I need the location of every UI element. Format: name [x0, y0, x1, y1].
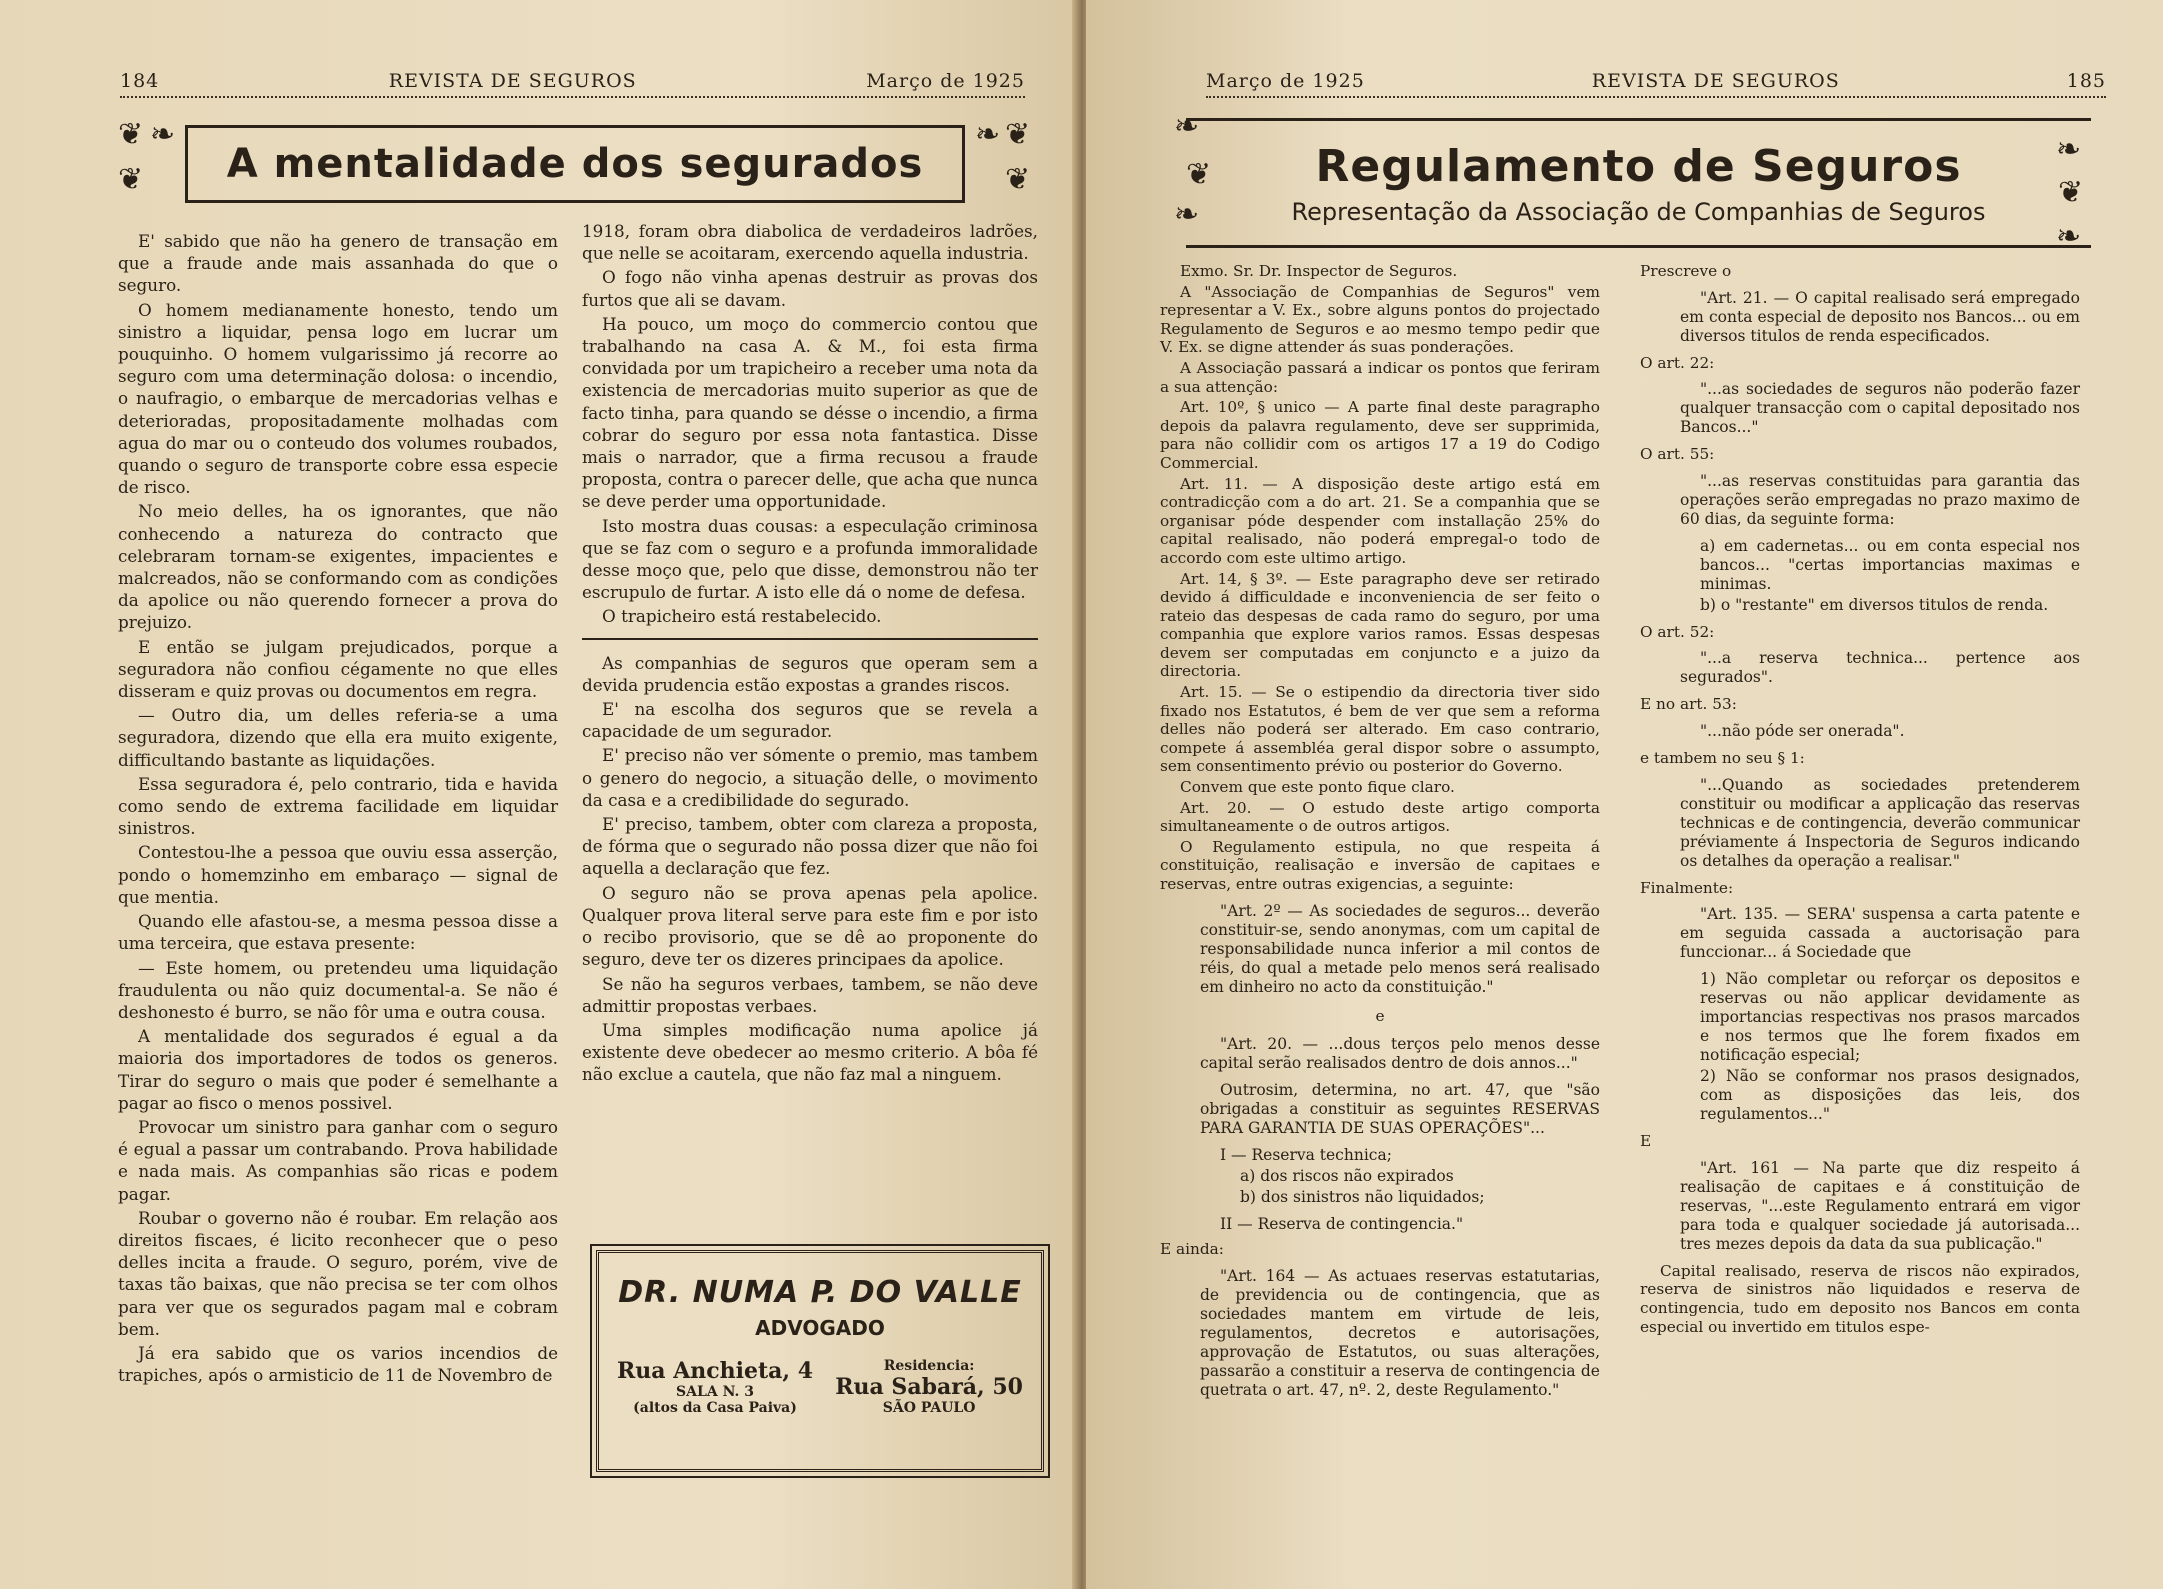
- ad-residence-address: [835, 1358, 1023, 1416]
- quotation: "...a reserva technica... pertence aos segurados".: [1680, 649, 2080, 687]
- paragraph: E' sabido que não ha genero de transação em que a fraude ande mais assanhada do que o seguro.: [118, 231, 558, 296]
- salutation: Exmo. Sr. Dr. Inspector de Seguros.: [1180, 262, 1458, 280]
- issue-date: Março de 1925: [866, 70, 1025, 92]
- paragraph: E' preciso não ver sómente o premio, mas tambem o genero do negocio, a situação delle, o movimento da casa e a credibilidade do segurado.: [582, 745, 1038, 810]
- paragraph: O art. 22:: [1640, 353, 1715, 372]
- page-number: 184: [120, 70, 160, 92]
- paragraph: — Este homem, ou pretendeu uma liquidação fraudulenta ou não quiz documental-a. Se não é deshonesto é burro, se não fôr uma e outra cousa.: [118, 957, 558, 1022]
- paragraph: 1918, foram obra diabolica de verdadeiros ladrões, que nelle se acoitaram, exercendo aquella industria.: [582, 221, 1038, 264]
- list-item: a) dos riscos não expirados: [1240, 1167, 1454, 1186]
- paragraph: O homem medianamente honesto, tendo um sinistro a liquidar, pensa logo em lucrar um pouquinho. O homem vulgarissimo já recorre ao seguro com uma determinação dolosa: o incendio, o naufragio, o embarque de mercadorias velhas e deterioradas, propositadamente molhadas com agua do mar ou o conteudo dos volumes roubados, quando o seguro de transporte cobre essa especie de risco.: [118, 299, 558, 498]
- paragraph: Uma simples modificação numa apolice já existente deve obedecer ao mesmo criterio. A bôa fé não exclue a cautela, que não faz mal a ninguem.: [582, 1019, 1038, 1085]
- ornament-icon: ❧: [1174, 197, 1200, 232]
- right-column-1: [1160, 262, 1600, 1408]
- paragraph: Capital realisado, reserva de riscos não expirados, reserva de sinistros não liquidados e reserva de contingencia, tudo em deposito nos Bancos em conta especial ou invertido em titulos espe-: [1640, 1261, 2080, 1336]
- advertisement-box: [596, 1250, 1044, 1472]
- ad-role: ADVOGADO: [755, 1316, 885, 1340]
- paragraph: E ainda:: [1160, 1240, 1224, 1259]
- ad-office-address: [617, 1358, 813, 1416]
- paragraph: Quando elle afastou-se, a mesma pessoa disse a uma terceira, que estava presente:: [118, 911, 558, 954]
- paragraph: Contestou-lhe a pessoa que ouviu essa asserção, pondo o homemzinho em embaraço — signal de que mentia.: [118, 842, 558, 907]
- ad-office-street: Rua Anchieta, 4: [617, 1358, 814, 1384]
- header-rule: [120, 95, 1025, 98]
- paragraph: Essa seguradora é, pelo contrario, tida e havida como sendo de extrema facilidade em liquidar sinistros.: [118, 773, 558, 839]
- left-page: [0, 0, 1078, 1589]
- ad-office-room: SALA N. 3: [676, 1384, 754, 1400]
- paragraph: A mentalidade dos segurados é egual a da maioria dos importadores de todos os generos. Tirar do seguro o mais que poder é semelhante a pagar ao fisco o menos possivel.: [118, 1026, 558, 1113]
- ad-name: DR. NUMA P. DO VALLE: [618, 1275, 1022, 1310]
- paragraph: O seguro não se prova apenas pela apolice. Qualquer prova literal serve para este fim e por isto o recibo provisorio, que se dê ao proponente do seguro, deve ter os dizeres principaes da apolice.: [582, 882, 1038, 970]
- ornament-icon: ❧: [1174, 109, 1200, 144]
- paragraph: Roubar o governo não é roubar. Em relação aos direitos fiscaes, é licito reconhecer que o peso delles incita a fraude. O seguro, porém, vive de taxas tão baixas, que não precisa se ter com olhos para ver que os segurados pagam mal e cobram bem.: [118, 1207, 558, 1339]
- running-head-right: [1206, 52, 2106, 92]
- paragraph: Isto mostra duas cousas: a especulação criminosa que se faz com o seguro e a profunda immoralidade desse moço que, pelo que disse, demonstrou não ter escrupulo de furtar. A isto elle dá o nome de defesa.: [582, 515, 1038, 603]
- conjunction: e: [1375, 1006, 1385, 1025]
- journal-name: REVISTA DE SEGUROS: [388, 70, 637, 92]
- paragraph: E' na escolha dos seguros que se revela a capacidade de um segurador.: [582, 699, 1038, 742]
- ornament-icon: ❧: [2056, 132, 2082, 167]
- quotation: "Art. 164 — As actuaes reservas estatutarias, de previdencia ou de contingencia, que as sociedades mantem em virtude de leis, regulamentos, decretos e autorisações, approvação de Estatutos, ou suas alterações, passarão a constituir a reserva de contingencia de quetrata o art. 47, nº. 2, deste Regulamento.": [1200, 1266, 1600, 1399]
- paragraph: O art. 52:: [1640, 622, 1715, 641]
- ornament-icon: ❧: [150, 117, 176, 152]
- paragraph: E' preciso, tambem, obter com clareza a proposta, de fórma que o segurado não possa dizer que não foi aquella a declaração que fez.: [582, 814, 1038, 879]
- paragraph: O trapicheiro está restabelecido.: [602, 606, 882, 627]
- quotation: "...as reservas constituidas para garantia das operações serão empregadas no prazo maximo de 60 dias, da seguinte forma:: [1680, 471, 2080, 528]
- quotation: "Art. 20. — ...dous terços pelo menos desse capital serão realisados dentro de dois annos...": [1200, 1035, 1600, 1073]
- list-item: b) o "restante" em diversos titulos de renda.: [1700, 595, 2049, 614]
- ad-residence-street: Rua Sabará, 50: [835, 1374, 1023, 1400]
- left-column-2: [582, 220, 1038, 1088]
- ornament-icon: ❦: [1005, 162, 1031, 197]
- article-title: Regulamento de Seguros: [1315, 140, 1962, 192]
- article-title: A mentalidade dos segurados: [226, 141, 924, 187]
- section-divider: [582, 638, 1038, 640]
- paragraph: Art. 20. — O estudo deste artigo comporta simultaneamente o de outros artigos.: [1160, 798, 1600, 836]
- ornament-icon: ❧: [2056, 219, 2082, 254]
- list-item: I — Reserva technica;: [1220, 1146, 1392, 1165]
- paragraph: O fogo não vinha apenas destruir as provas dos furtos que ali se davam.: [582, 267, 1038, 310]
- ornament-icon: ❧: [975, 117, 1001, 152]
- ad-addresses: [599, 1358, 1041, 1416]
- quotation: "...as sociedades de seguros não poderão fazer qualquer transacção com o capital depositado nos Bancos...": [1680, 380, 2080, 437]
- issue-date: Março de 1925: [1206, 70, 1365, 92]
- quotation: "...Quando as sociedades pretenderem constituir ou modificar a applicação das reservas technicas e de contingencia, deverão communicar préviamente á Inspectoria de Seguros indicando os detalhes da operação a realisar.": [1680, 775, 2080, 870]
- paragraph: E então se julgam prejudicados, porque a seguradora não confiou cégamente no que elles disseram e quiz provas ou documentos em regra.: [118, 636, 558, 702]
- paragraph: A "Associação de Companhias de Seguros" vem representar a V. Ex., sobre alguns pontos do projectado Regulamento de Seguros e ao mesmo tempo pedir que V. Ex. se digne attender ás suas ponderações.: [1160, 282, 1600, 357]
- quotation: "Art. 161 — Na parte que diz respeito á realisação de capitaes e á constituição de reservas, "...este Regulamento entrará em vigor para toda e qualquer sociedade já autorisada... tres mezes depois da data da sua publicação.": [1680, 1158, 2080, 1253]
- paragraph: Provocar um sinistro para ganhar com o seguro é egual a passar um contrabando. Prova habilidade e nada mais. As companhias são ricas e podem pagar.: [118, 1116, 558, 1204]
- right-column-2: [1640, 262, 2080, 1338]
- quotation: "Art. 21. — O capital realisado será empregado em conta especial de deposito nos Bancos... ou em diversos titulos de renda especificados.: [1680, 288, 2080, 345]
- running-head-left: [120, 52, 1025, 92]
- paragraph: No meio delles, ha os ignorantes, que não conhecendo a natureza do contracto que celebraram tornam-se exigentes, impacientes e malcreados, não se conformando com as condições da apolice ou não querendo fornecer a prova do prejuizo.: [118, 501, 558, 633]
- paragraph: Art. 15. — Se o estipendio da directoria tiver sido fixado nos Estatutos, é bem de ver que sem a reforma delles não poderá ser alterado. Em caso contrario, compete á assembléa geral dispor sobre o assumpto, sem consentimento prévio ou posterior do Governo.: [1160, 683, 1600, 776]
- article-subtitle: Representação da Associação de Companhias de Seguros: [1291, 197, 1986, 226]
- ad-residence-city: SÃO PAULO: [882, 1400, 976, 1416]
- list-item: b) dos sinistros não liquidados;: [1240, 1188, 1485, 1207]
- paragraph: — Outro dia, um delles referia-se a uma seguradora, dizendo que ella era muito exigente, difficultando bastante as liquidações.: [118, 705, 558, 770]
- paragraph: Prescreve o: [1640, 262, 1732, 280]
- paragraph: Art. 10º, § unico — A parte final deste paragrapho depois da palavra regulamento, deve ser supprimida, para não collidir com os artigos 17 a 19 do Codigo Commercial.: [1160, 398, 1600, 472]
- paragraph: Ha pouco, um moço do commercio contou que trabalhando na casa A. & M., foi esta firma convidada por um trapicheiro a receber uma nota da existencia de mercadorias muito superior as que de facto tinha, para quando se désse o incendio, a firma cobrar do seguro por essa nota fantastica. Disse mais o narrador, que a firma recusou a fraude proposta, contra o parecer delle, que acha que nunca se deve perder uma opportunidade.: [582, 313, 1038, 512]
- conjunction: E: [1640, 1132, 1652, 1151]
- paragraph: A Associação passará a indicar os pontos que feriram a sua attenção:: [1160, 358, 1600, 396]
- header-rule: [1206, 95, 2106, 98]
- paragraph: Art. 11. — A disposição deste artigo está em contradicção com a do art. 21. Se a companhia que se organisar póde despender com installação 25% do capital realisado, não poderá empregal-o todo de accordo com este ultimo artigo.: [1160, 474, 1600, 567]
- paragraph: Se não ha seguros verbaes, tambem, se não deve admittir propostas verbaes.: [582, 973, 1038, 1016]
- paragraph: Convem que este ponto fique claro.: [1180, 778, 1455, 797]
- ornament-icon: ❦: [1005, 117, 1031, 152]
- paragraph: Art. 14, § 3º. — Este paragrapho deve ser retirado devido á difficuldade e inconveniencia de ser feito o rateio das despesas de cada ramo do seguro, por uma companhia que explore varios ramos. Essas despesas devem ser computadas em conjuncto e a juizo da directoria.: [1160, 569, 1600, 681]
- paragraph: E no art. 53:: [1640, 695, 1737, 714]
- paragraph: Finalmente:: [1640, 878, 1734, 897]
- list-item: a) em cadernetas... ou em conta especial nos bancos... "certas importancias maximas e minimas.: [1700, 536, 2080, 593]
- paragraph: Já era sabido que os varios incendios de trapiches, após o armisticio de 11 de Novembro de: [118, 1342, 558, 1386]
- ornament-icon: ❦: [118, 117, 144, 152]
- ornament-icon: ❦: [118, 162, 144, 197]
- article-title-box: [185, 125, 965, 203]
- paragraph: O art. 55:: [1640, 445, 1715, 464]
- quotation: Outrosim, determina, no art. 47, que "são obrigadas a constituir as seguintes RESERVAS PARA GARANTIA DE SUAS OPERAÇÕES"...: [1200, 1081, 1600, 1138]
- quotation: "...não póde ser onerada".: [1700, 721, 1905, 740]
- page-number: 185: [2066, 70, 2106, 92]
- paragraph: e tambem no seu § 1:: [1640, 748, 1805, 767]
- quotation: "Art. 135. — SERA' suspensa a carta patente e em seguida cassada a auctorisação para funccionar... á Sociedade que: [1680, 905, 2080, 962]
- paragraph: As companhias de seguros que operam sem a devida prudencia estão expostas a grandes riscos.: [582, 652, 1038, 695]
- ornament-icon: ❦: [2058, 175, 2084, 210]
- list-item: II — Reserva de contingencia.": [1220, 1215, 1464, 1234]
- paragraph: O Regulamento estipula, no que respeita á constituição, realisação e inversão de capitaes e reservas, entre outras exigencias, a seguinte:: [1160, 837, 1600, 893]
- ad-office-note: (altos da Casa Paiva): [633, 1400, 797, 1416]
- ad-residence-label: Residencia:: [883, 1358, 975, 1374]
- article-title-box: [1186, 118, 2091, 248]
- list-item: 1) Não completar ou reforçar os depositos e reservas ou não applicar devidamente as importancias respectivas nos prasos marcados e nos termos que lhe forem fixados em notificação especial;: [1700, 970, 2080, 1065]
- quotation: "Art. 2º — As sociedades de seguros... deverão constituir-se, sendo anonymas, com um capital de responsabilidade nunca inferior a mil contos de réis, do qual a metade pelo menos será realisado em dinheiro no acto da constituição.": [1200, 901, 1600, 996]
- left-column-1: [118, 230, 558, 1388]
- ornament-icon: ❦: [1186, 157, 1212, 192]
- list-item: 2) Não se conformar nos prasos designados, com as disposições das leis, dos regulamentos...": [1700, 1067, 2080, 1124]
- journal-name: REVISTA DE SEGUROS: [1591, 70, 1840, 92]
